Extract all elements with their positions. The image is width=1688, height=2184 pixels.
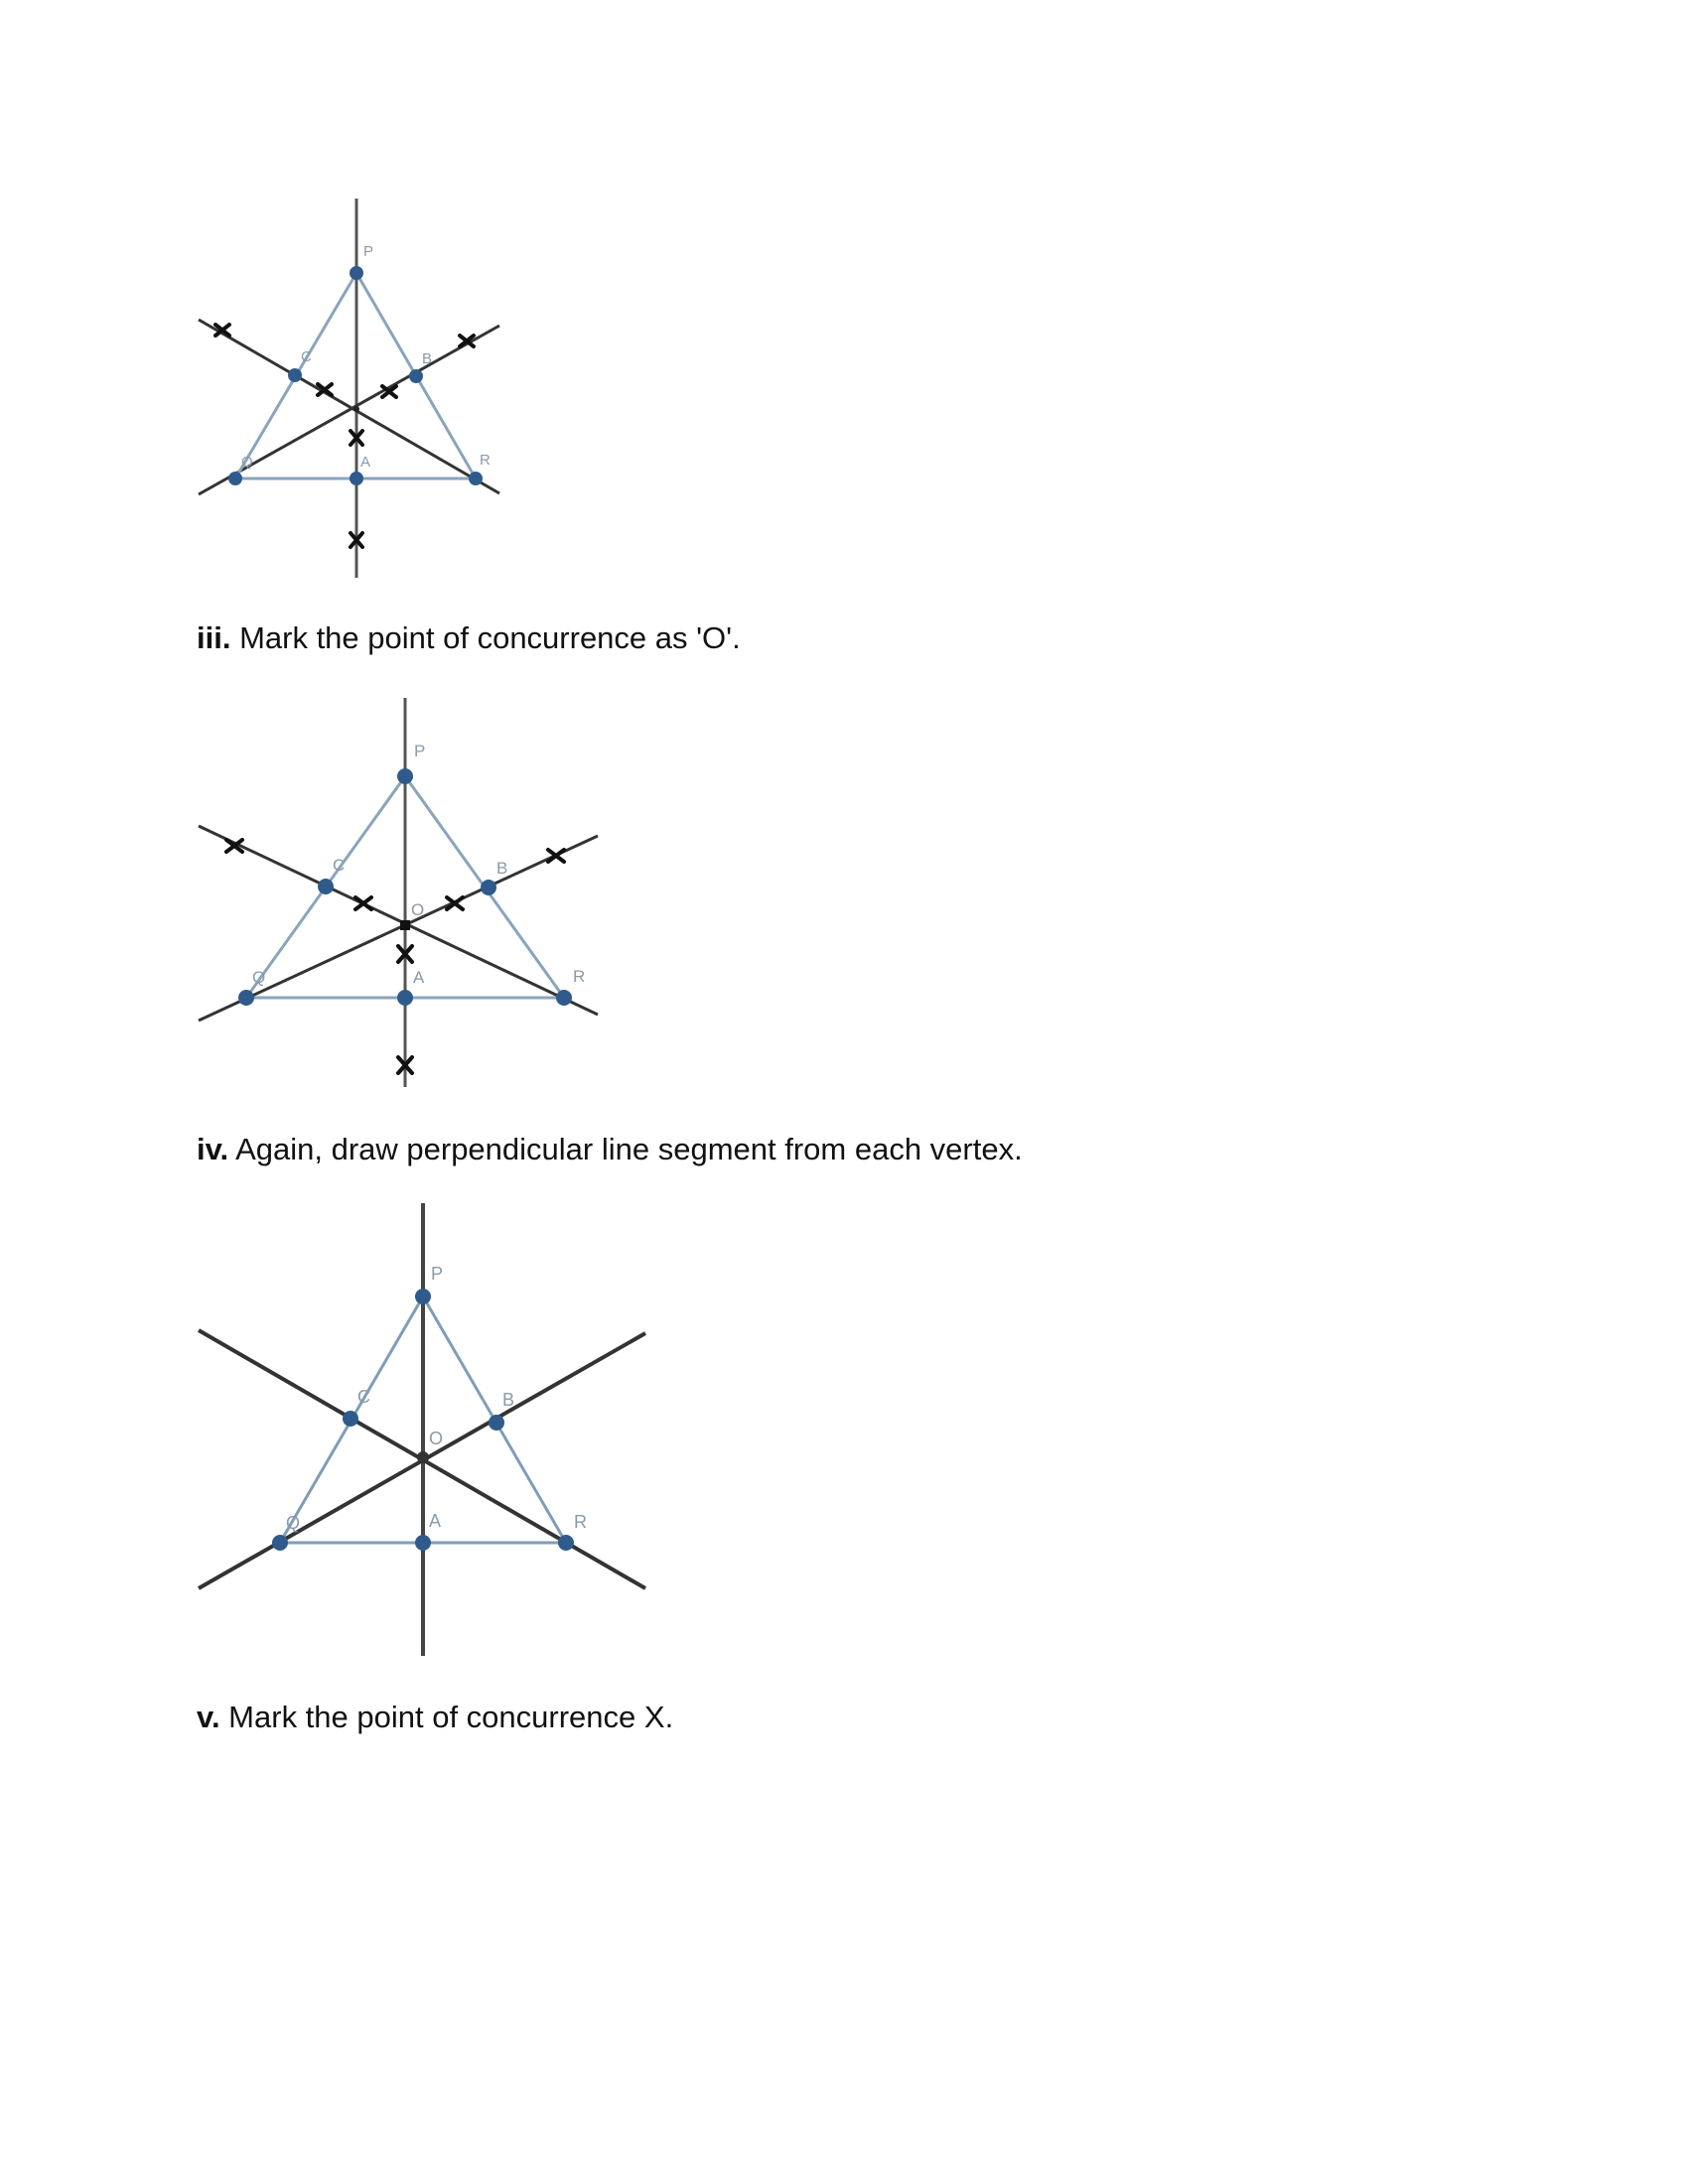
figure-3 <box>199 1203 645 1656</box>
figure-2 <box>199 698 598 1087</box>
step-text: Mark the point of concurrence X. <box>219 1700 674 1734</box>
label-r: R <box>573 967 586 986</box>
label-q: Q <box>252 968 266 987</box>
label-o: O <box>411 900 425 919</box>
label-p: P <box>363 243 374 260</box>
step-iii <box>197 620 741 656</box>
label-c: C <box>357 1387 370 1407</box>
step-numeral: v. <box>197 1700 220 1734</box>
figure-1 <box>199 199 499 578</box>
step-numeral: iv. <box>197 1132 229 1166</box>
label-o: O <box>429 1429 444 1448</box>
step-text: Mark the point of concurrence as 'O'. <box>230 620 741 655</box>
label-q: Q <box>241 454 253 471</box>
label-c: C <box>333 856 346 875</box>
step-text: Again, draw perpendicular line segment from each vertex. <box>228 1132 1023 1166</box>
label-a: A <box>429 1511 442 1531</box>
label-a: A <box>360 454 371 471</box>
label-p: P <box>431 1264 444 1284</box>
label-b: B <box>422 350 433 367</box>
label-q: Q <box>286 1513 301 1533</box>
label-b: B <box>496 859 508 878</box>
label-r: R <box>574 1512 587 1532</box>
step-numeral: iii. <box>197 620 231 655</box>
label-a: A <box>413 968 425 987</box>
label-b: B <box>502 1390 515 1410</box>
step-iv <box>197 1132 1023 1167</box>
label-p: P <box>414 742 426 760</box>
step-v <box>197 1700 673 1735</box>
label-r: R <box>480 452 491 469</box>
label-c: C <box>301 348 312 365</box>
